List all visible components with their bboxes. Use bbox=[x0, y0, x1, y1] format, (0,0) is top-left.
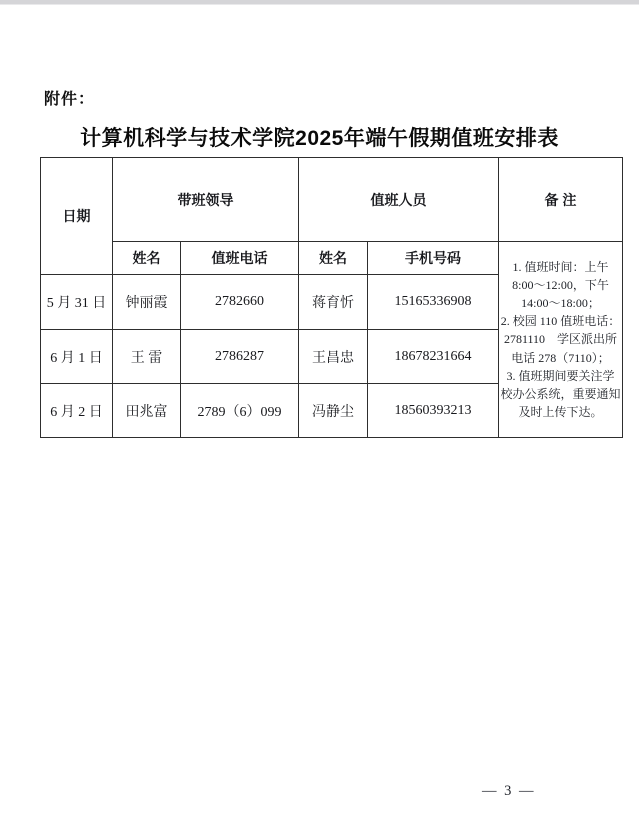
remarks-line: 电话 278（7110）； bbox=[511, 350, 610, 365]
header-date: 日期 bbox=[41, 158, 113, 275]
cell-date: 6 月 2 日 bbox=[41, 384, 113, 438]
header-lead-phone: 值班电话 bbox=[181, 242, 299, 275]
attachment-label: 附件： bbox=[44, 91, 96, 108]
header-duty-group: 值班人员 bbox=[299, 158, 499, 242]
header-lead-name: 姓名 bbox=[113, 242, 181, 275]
header-duty-mobile: 手机号码 bbox=[368, 242, 499, 275]
cell-duty-name: 蒋育忻 bbox=[299, 275, 368, 330]
cell-lead-name: 田兆富 bbox=[113, 384, 181, 438]
cell-lead-phone: 2789（6）099 bbox=[181, 384, 299, 438]
header-row-groups bbox=[41, 158, 623, 242]
cell-lead-phone: 2782660 bbox=[181, 275, 299, 330]
page-number: — 3 — bbox=[482, 783, 536, 799]
cell-date: 6 月 1 日 bbox=[41, 330, 113, 384]
remarks-line: 1. 值班时间：上午 bbox=[512, 259, 609, 274]
cell-duty-mobile: 18678231664 bbox=[368, 330, 499, 384]
remarks-line: 及时上传下达。 bbox=[518, 405, 603, 420]
remarks-line: 14:00～18:00； bbox=[521, 295, 600, 310]
cell-duty-name: 王昌忠 bbox=[299, 330, 368, 384]
remarks-line: 校办公系统，重要通知 bbox=[500, 387, 621, 401]
header-lead-group: 带班领导 bbox=[113, 158, 299, 242]
top-border-bar bbox=[0, 0, 639, 5]
cell-duty-name: 冯静尘 bbox=[299, 384, 368, 438]
remarks-cell bbox=[499, 242, 623, 438]
remarks-line: 2. 校园 110 值班电话： bbox=[500, 314, 621, 329]
remarks-line: 2781110 学区派出所 bbox=[503, 332, 618, 347]
duty-schedule-table bbox=[40, 157, 623, 438]
header-remarks: 备 注 bbox=[499, 158, 623, 242]
header-row-sub bbox=[41, 242, 623, 275]
page-title: 计算机科学与技术学院2025年端午假期值班安排表 bbox=[80, 127, 559, 150]
cell-lead-phone: 2786287 bbox=[181, 330, 299, 384]
cell-lead-name: 王 雷 bbox=[113, 330, 181, 384]
remarks-line: 3. 值班期间要关注学 bbox=[506, 368, 615, 383]
cell-duty-mobile: 15165336908 bbox=[368, 275, 499, 330]
cell-date: 5 月 31 日 bbox=[41, 275, 113, 330]
cell-duty-mobile: 18560393213 bbox=[368, 384, 499, 438]
cell-lead-name: 钟丽霞 bbox=[113, 275, 181, 330]
remarks-line: 8:00～12:00，下午 bbox=[512, 277, 609, 292]
header-duty-name: 姓名 bbox=[299, 242, 368, 275]
